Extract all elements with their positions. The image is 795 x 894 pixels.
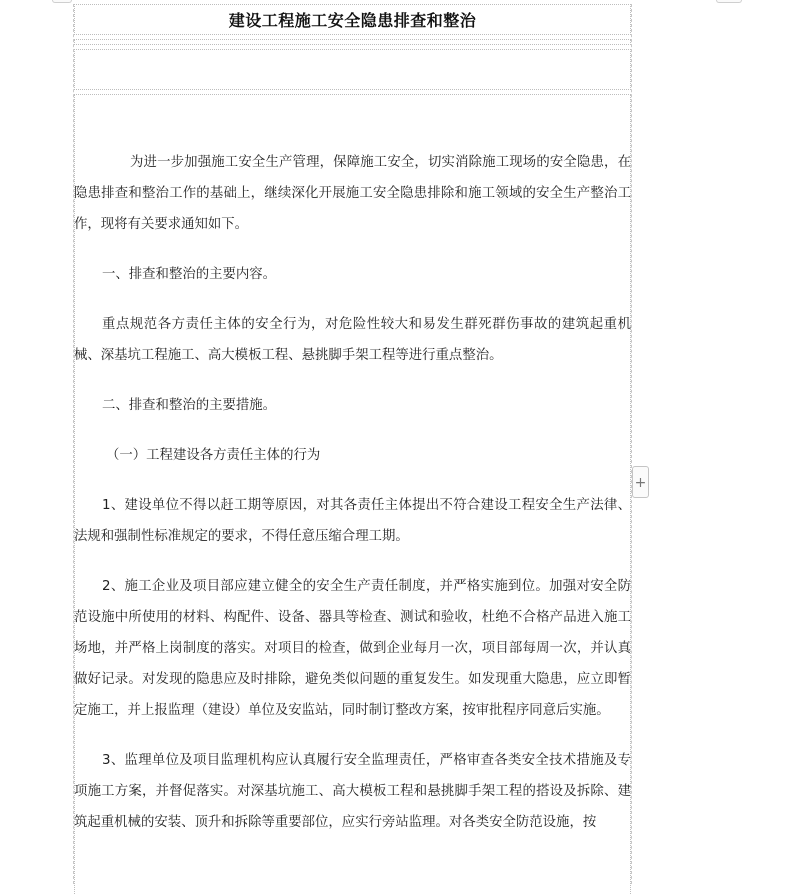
paragraph: 重点规范各方责任主体的安全行为，对危险性较大和易发生群死群伤事故的建筑起重机械、深基坑工程施工、高大模板工程、悬挑脚手架工程等进行重点整治。 [74,317,631,363]
paragraph: 1、建设单位不得以赶工期等原因，对其各责任主体提出不符合建设工程安全生产法律、法规和强制性标准规定的要求，不得任意压缩合理工期。 [74,498,631,544]
corner-marker-right [716,0,742,3]
add-row-button[interactable]: + [632,466,649,498]
corner-marker-left [52,0,72,3]
blank-cell [74,39,631,45]
subsection-heading: （一）工程建设各方责任主体的行为 [106,448,321,463]
section-heading: 一、排查和整治的主要内容。 [102,267,277,282]
paragraph: 2、施工企业及项目部应建立健全的安全生产责任制度，并严格实施到位。加强对安全防范设施中所使用的材料、构配件、设备、器具等检查、测试和验收，杜绝不合格产品进入施工场地，并严格上岗制度的落实。对项目的检查，做到企业每月一次，项目部每周一次，并认真做好记录。对发现的隐患应及时排除，避免类似问题的重复发生。如发现重大隐患，应立即暂定施工，并上报监理（建设）单位及安监站，同时制订整改方案，按审批程序同意后实施。 [74,579,631,718]
empty-cell [74,49,631,90]
section-heading: 二、排查和整治的主要措施。 [102,398,277,413]
document-title: 建设工程施工安全隐患排查和整治 [228,11,477,30]
document-body [74,147,631,838]
paragraph: 3、监理单位及项目监理机构应认真履行安全监理责任，严格审查各类安全技术措施及专项施工方案，并督促落实。对深基坑施工、高大模板工程和悬挑脚手架工程的搭设及拆除、建筑起重机械的安装、顶升和拆除等重要部位，应实行旁站监理。对各类安全防范设施，按 [74,753,631,830]
paragraph: 为进一步加强施工安全生产管理，保障施工安全，切实消除施工现场的安全隐患，在隐患排查和整治工作的基础上，继续深化开展施工安全隐患排除和施工领域的安全生产整治工作，现将有关要求通知如下。 [74,155,631,232]
title-cell [74,4,631,35]
document-page [73,4,632,884]
